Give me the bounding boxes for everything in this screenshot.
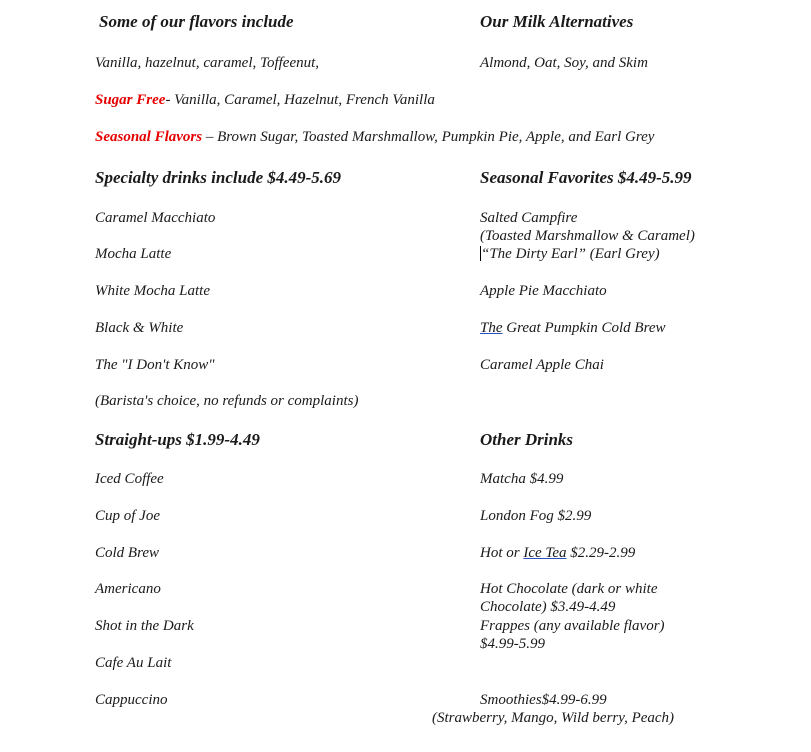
other-drink-item: London Fog $2.99: [480, 508, 592, 524]
seasonal-favorite-item-rest: Great Pumpkin Cold Brew: [502, 320, 666, 336]
seasonal-favorite-note: (Toasted Marshmallow & Caramel): [480, 228, 695, 244]
specialty-drinks-heading: Specialty drinks include $4.49-5.69: [95, 168, 342, 187]
other-drink-item-cont: Chocolate) $3.49-4.49: [480, 599, 616, 615]
specialty-item: White Mocha Latte: [95, 283, 210, 299]
seasonal-flavors-label: Seasonal Flavors: [95, 129, 203, 145]
flavors-heading: Some of our flavors include: [99, 12, 294, 31]
straight-up-item: Cappuccino: [95, 692, 168, 708]
seasonal-favorites-heading: Seasonal Favorites $4.49-5.99: [480, 168, 692, 187]
specialty-item: Caramel Macchiato: [95, 210, 216, 226]
spelling-underlined-word: Ice Tea: [523, 545, 567, 561]
specialty-item: Black & White: [95, 320, 184, 336]
seasonal-favorite-item: “The Dirty Earl” (Earl Grey): [481, 246, 660, 262]
tea-price: $2.29-2.99: [566, 545, 636, 561]
specialty-item-note: (Barista's choice, no refunds or complaints): [95, 393, 359, 409]
tea-prefix: Hot or: [480, 545, 524, 561]
specialty-item: The "I Don't Know": [95, 357, 215, 373]
spelling-underlined-word: The: [480, 320, 503, 336]
sugar-free-text: - Vanilla, Caramel, Hazelnut, French Vanilla: [165, 92, 435, 108]
seasonal-favorite-item: Apple Pie Macchiato: [480, 283, 607, 299]
flavors-list: Vanilla, hazelnut, caramel, Toffeenut,: [95, 55, 320, 71]
straight-up-item: Americano: [95, 581, 161, 597]
other-drink-item: Frappes (any available flavor): [480, 618, 665, 634]
other-drink-item: Matcha $4.99: [480, 471, 564, 487]
seasonal-favorite-item: Caramel Apple Chai: [480, 357, 604, 373]
milk-alternatives-heading: Our Milk Alternatives: [480, 12, 634, 31]
straight-up-item: Cup of Joe: [95, 508, 160, 524]
specialty-item: Mocha Latte: [95, 246, 172, 262]
other-drink-item-note: (Strawberry, Mango, Wild berry, Peach): [432, 710, 675, 726]
other-drink-item: [480, 544, 635, 562]
straight-ups-heading: Straight-ups $1.99-4.49: [95, 430, 260, 449]
milk-alternatives-list: Almond, Oat, Soy, and Skim: [480, 55, 648, 71]
other-drink-item: Hot Chocolate (dark or white: [480, 581, 658, 597]
other-drink-item: Smoothies$4.99-6.99: [480, 692, 607, 708]
straight-up-item: Shot in the Dark: [95, 618, 194, 634]
straight-up-item: Cold Brew: [95, 545, 160, 561]
straight-up-item: Cafe Au Lait: [95, 655, 172, 671]
sugar-free-label: Sugar Free: [95, 92, 166, 108]
seasonal-favorite-item: [480, 319, 666, 337]
other-drinks-heading: Other Drinks: [480, 430, 574, 449]
other-drink-item-cont: $4.99-5.99: [480, 636, 545, 652]
seasonal-flavors-text: – Brown Sugar, Toasted Marshmallow, Pumpkin Pie, Apple, and Earl Grey: [202, 129, 655, 145]
seasonal-favorite-item: Salted Campfire: [480, 210, 578, 226]
sugar-free-line: [95, 91, 435, 109]
seasonal-flavors-line: [95, 128, 654, 146]
straight-up-item: Iced Coffee: [95, 471, 164, 487]
